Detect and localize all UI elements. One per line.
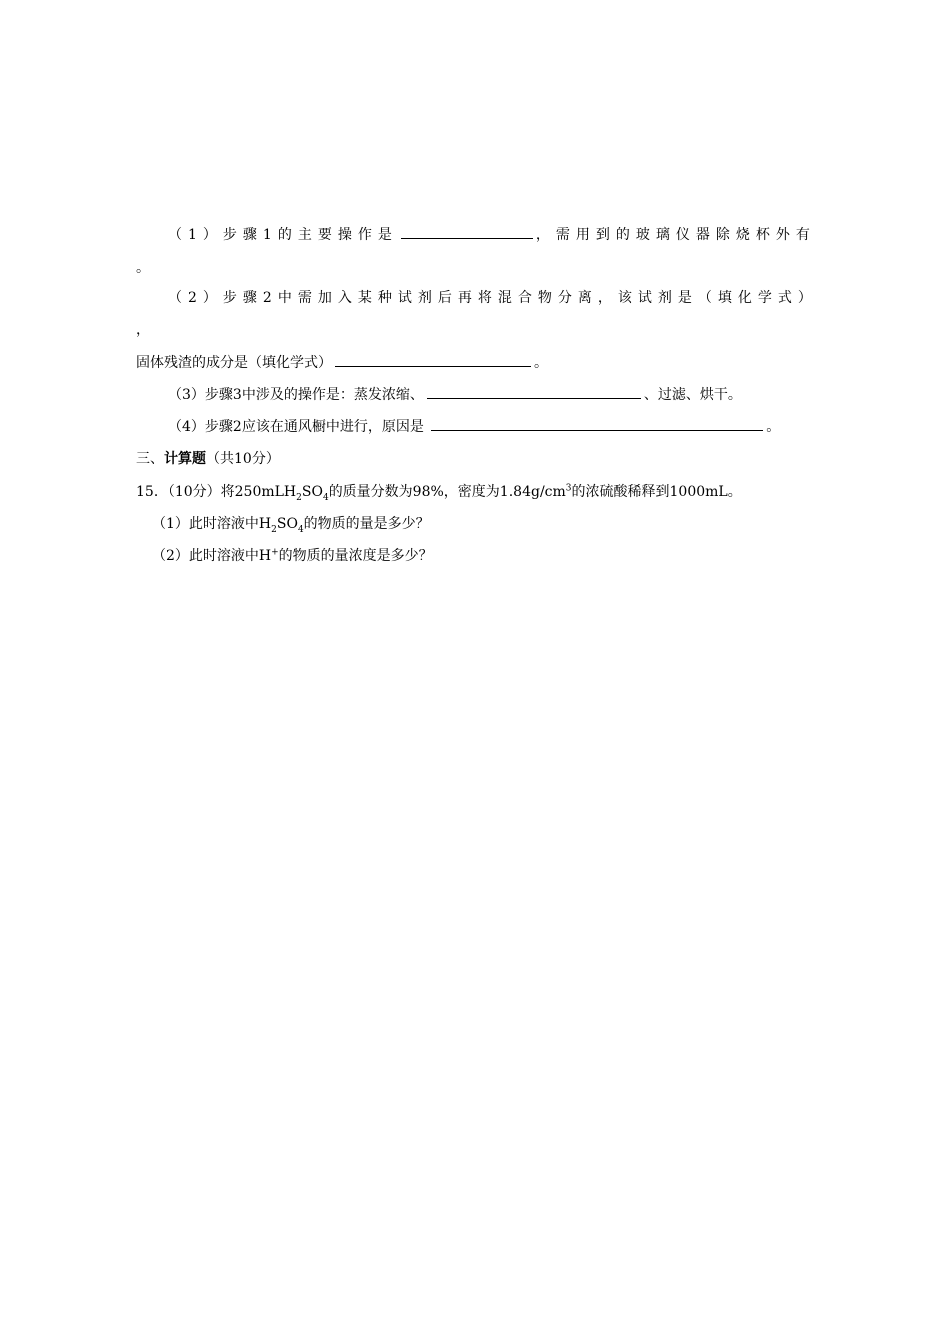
q15-sub1-sub-a: 2: [271, 524, 277, 535]
part2-text-b: 固体残渣的成分是（填化学式）: [136, 355, 332, 371]
part2-comma: ，: [136, 322, 150, 338]
q15-text-b: SO: [301, 484, 323, 500]
question-15-sub-1: [152, 514, 430, 534]
part3-text-a: （3）步骤3中涉及的操作是：蒸发浓缩、: [168, 387, 424, 403]
section-title: 计算题: [164, 451, 206, 467]
question-part-2: （2）步骤2中需加入某种试剂后再将混合物分离，该试剂是（填化学式）: [168, 290, 818, 306]
section-prefix: 三、: [136, 451, 164, 467]
part1-text-b: ，需用到的玻璃仪器除烧杯外有: [535, 227, 816, 243]
q15-sub-2: 4: [322, 492, 329, 503]
question-part-4: [168, 416, 780, 437]
q15-sub2-text-b: 的物质的量浓度是多少？: [278, 548, 433, 564]
part4-text-a: （4）步骤2应该在通风橱中进行，原因是: [168, 419, 424, 435]
q15-text-d: 的浓硫酸稀释到1000mL。: [571, 484, 742, 500]
q15-sub1-text-c: 的物质的量是多少？: [303, 516, 430, 532]
answer-blank-4[interactable]: [431, 416, 763, 431]
part1-end: 。: [136, 260, 150, 276]
q15-sup-1: 3: [565, 483, 572, 494]
answer-blank-3[interactable]: [427, 384, 641, 399]
question-part-2b: [136, 352, 548, 373]
part4-end: 。: [766, 419, 781, 435]
question-part-3: [168, 384, 742, 405]
part1-text-a: （1）步骤1的主要操作是: [168, 227, 398, 243]
question-part-1: [168, 224, 816, 245]
section-heading: [136, 449, 280, 469]
q15-sub2-sup: +: [271, 547, 279, 558]
answer-blank-2[interactable]: [335, 352, 531, 367]
answer-blank-1a[interactable]: [401, 224, 533, 239]
q15-sub1-text-b: SO: [276, 516, 298, 532]
q15-text-c: 的质量分数为98%，密度为1.84g/cm: [328, 484, 566, 500]
q15-sub1-sub-b: 4: [297, 524, 304, 535]
q15-sub2-text-a: （2）此时溶液中H: [152, 548, 272, 564]
part3-text-b: 、过滤、烘干。: [643, 387, 742, 403]
q15-sub1-text-a: （1）此时溶液中H: [152, 516, 272, 532]
q15-text-a: 15．（10分）将250mLH: [136, 484, 297, 500]
question-15-sub-2: [152, 546, 433, 566]
question-15: [136, 482, 742, 502]
section-score: （共10分）: [206, 451, 280, 467]
q15-sub-1: 2: [296, 492, 302, 503]
part2-end: 。: [534, 355, 548, 371]
